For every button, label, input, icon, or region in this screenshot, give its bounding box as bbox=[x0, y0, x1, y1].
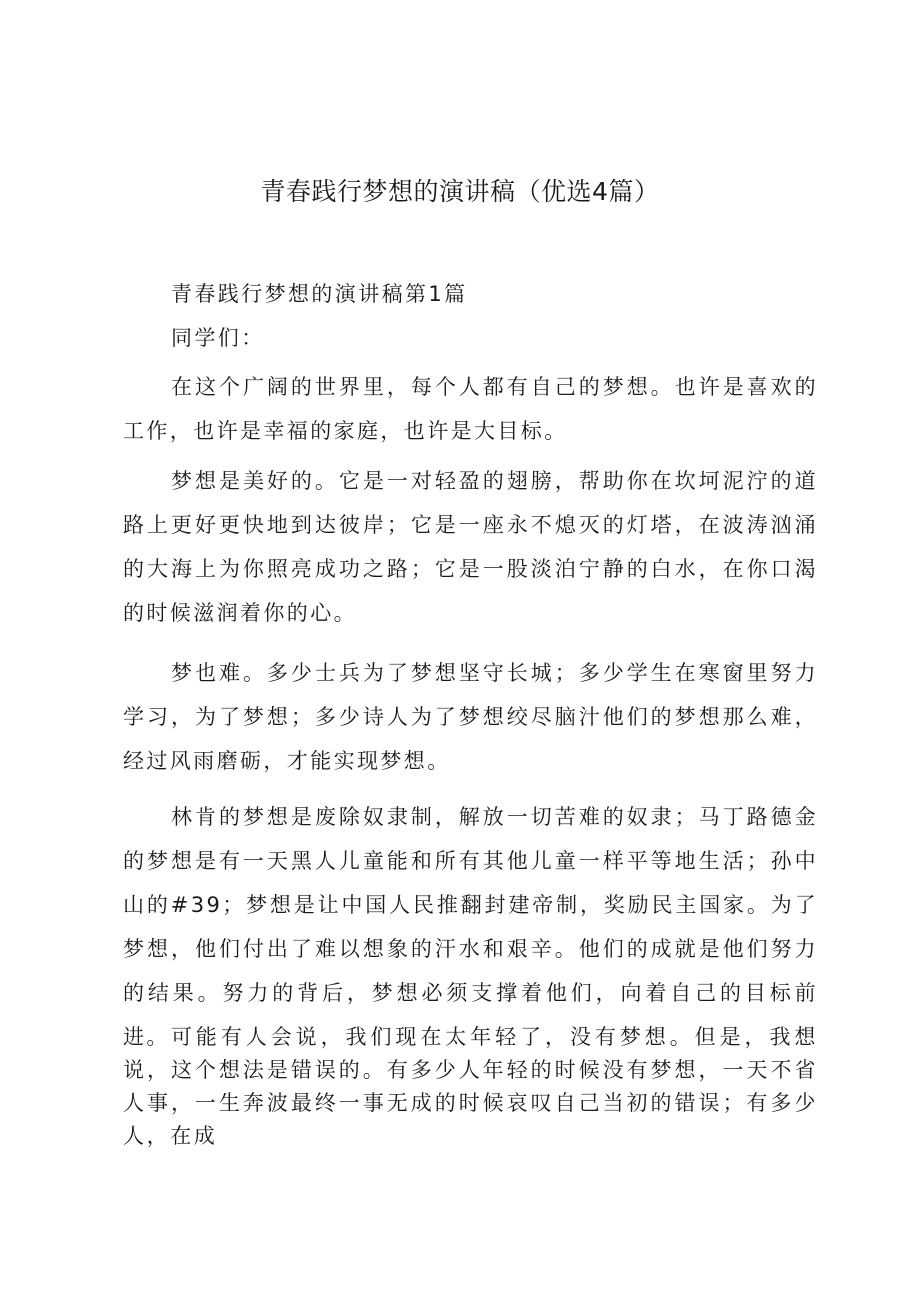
document-title: 青春践行梦想的演讲稿（优选4篇） bbox=[260, 177, 660, 206]
paragraph-1: 在这个广阔的世界里，每个人都有自己的梦想。也许是喜欢的工作，也许是幸福的家庭，也许是大目标。 bbox=[123, 375, 818, 443]
greeting: 同学们： bbox=[171, 326, 265, 350]
paragraph-2: 梦想是美好的。它是一对轻盈的翅膀，帮助你在坎坷泥泞的道路上更好更快地到达彼岸；它是一座永不熄灭的灯塔，在波涛汹涌的大海上为你照亮成功之路；它是一股淡泊宁静的白水，在你口渴的时候滋润着你的心。 bbox=[123, 469, 818, 625]
paragraph-3: 梦也难。多少士兵为了梦想坚守长城；多少学生在寒窗里努力学习，为了梦想；多少诗人为了梦想绞尽脑汁他们的梦想那么难，经过风雨磨砺，才能实现梦想。 bbox=[123, 661, 818, 773]
section-heading: 青春践行梦想的演讲稿第1篇 bbox=[171, 282, 468, 306]
paragraph-4: 林肯的梦想是废除奴隶制，解放一切苦难的奴隶；马丁路德金的梦想是有一天黑人儿童能和所有其他儿童一样平等地生活；孙中山的#39；梦想是让中国人民推翻封建帝制，奖励民主国家。为了梦想，他们付出了难以想象的汗水和艰辛。他们的成就是他们努力的结果。努力的背后，梦想必须支撑着他们，向着自己的目标前进。 bbox=[123, 805, 818, 1049]
paragraph-5: 可能有人会说，我们现在太年轻了，没有梦想。但是，我想说，这个想法是错误的。有多少人年轻的时候没有梦想，一天不省人事，一生奔波最终一事无成的时候哀叹自己当初的错误；有多少人，在成 bbox=[123, 1025, 818, 1148]
